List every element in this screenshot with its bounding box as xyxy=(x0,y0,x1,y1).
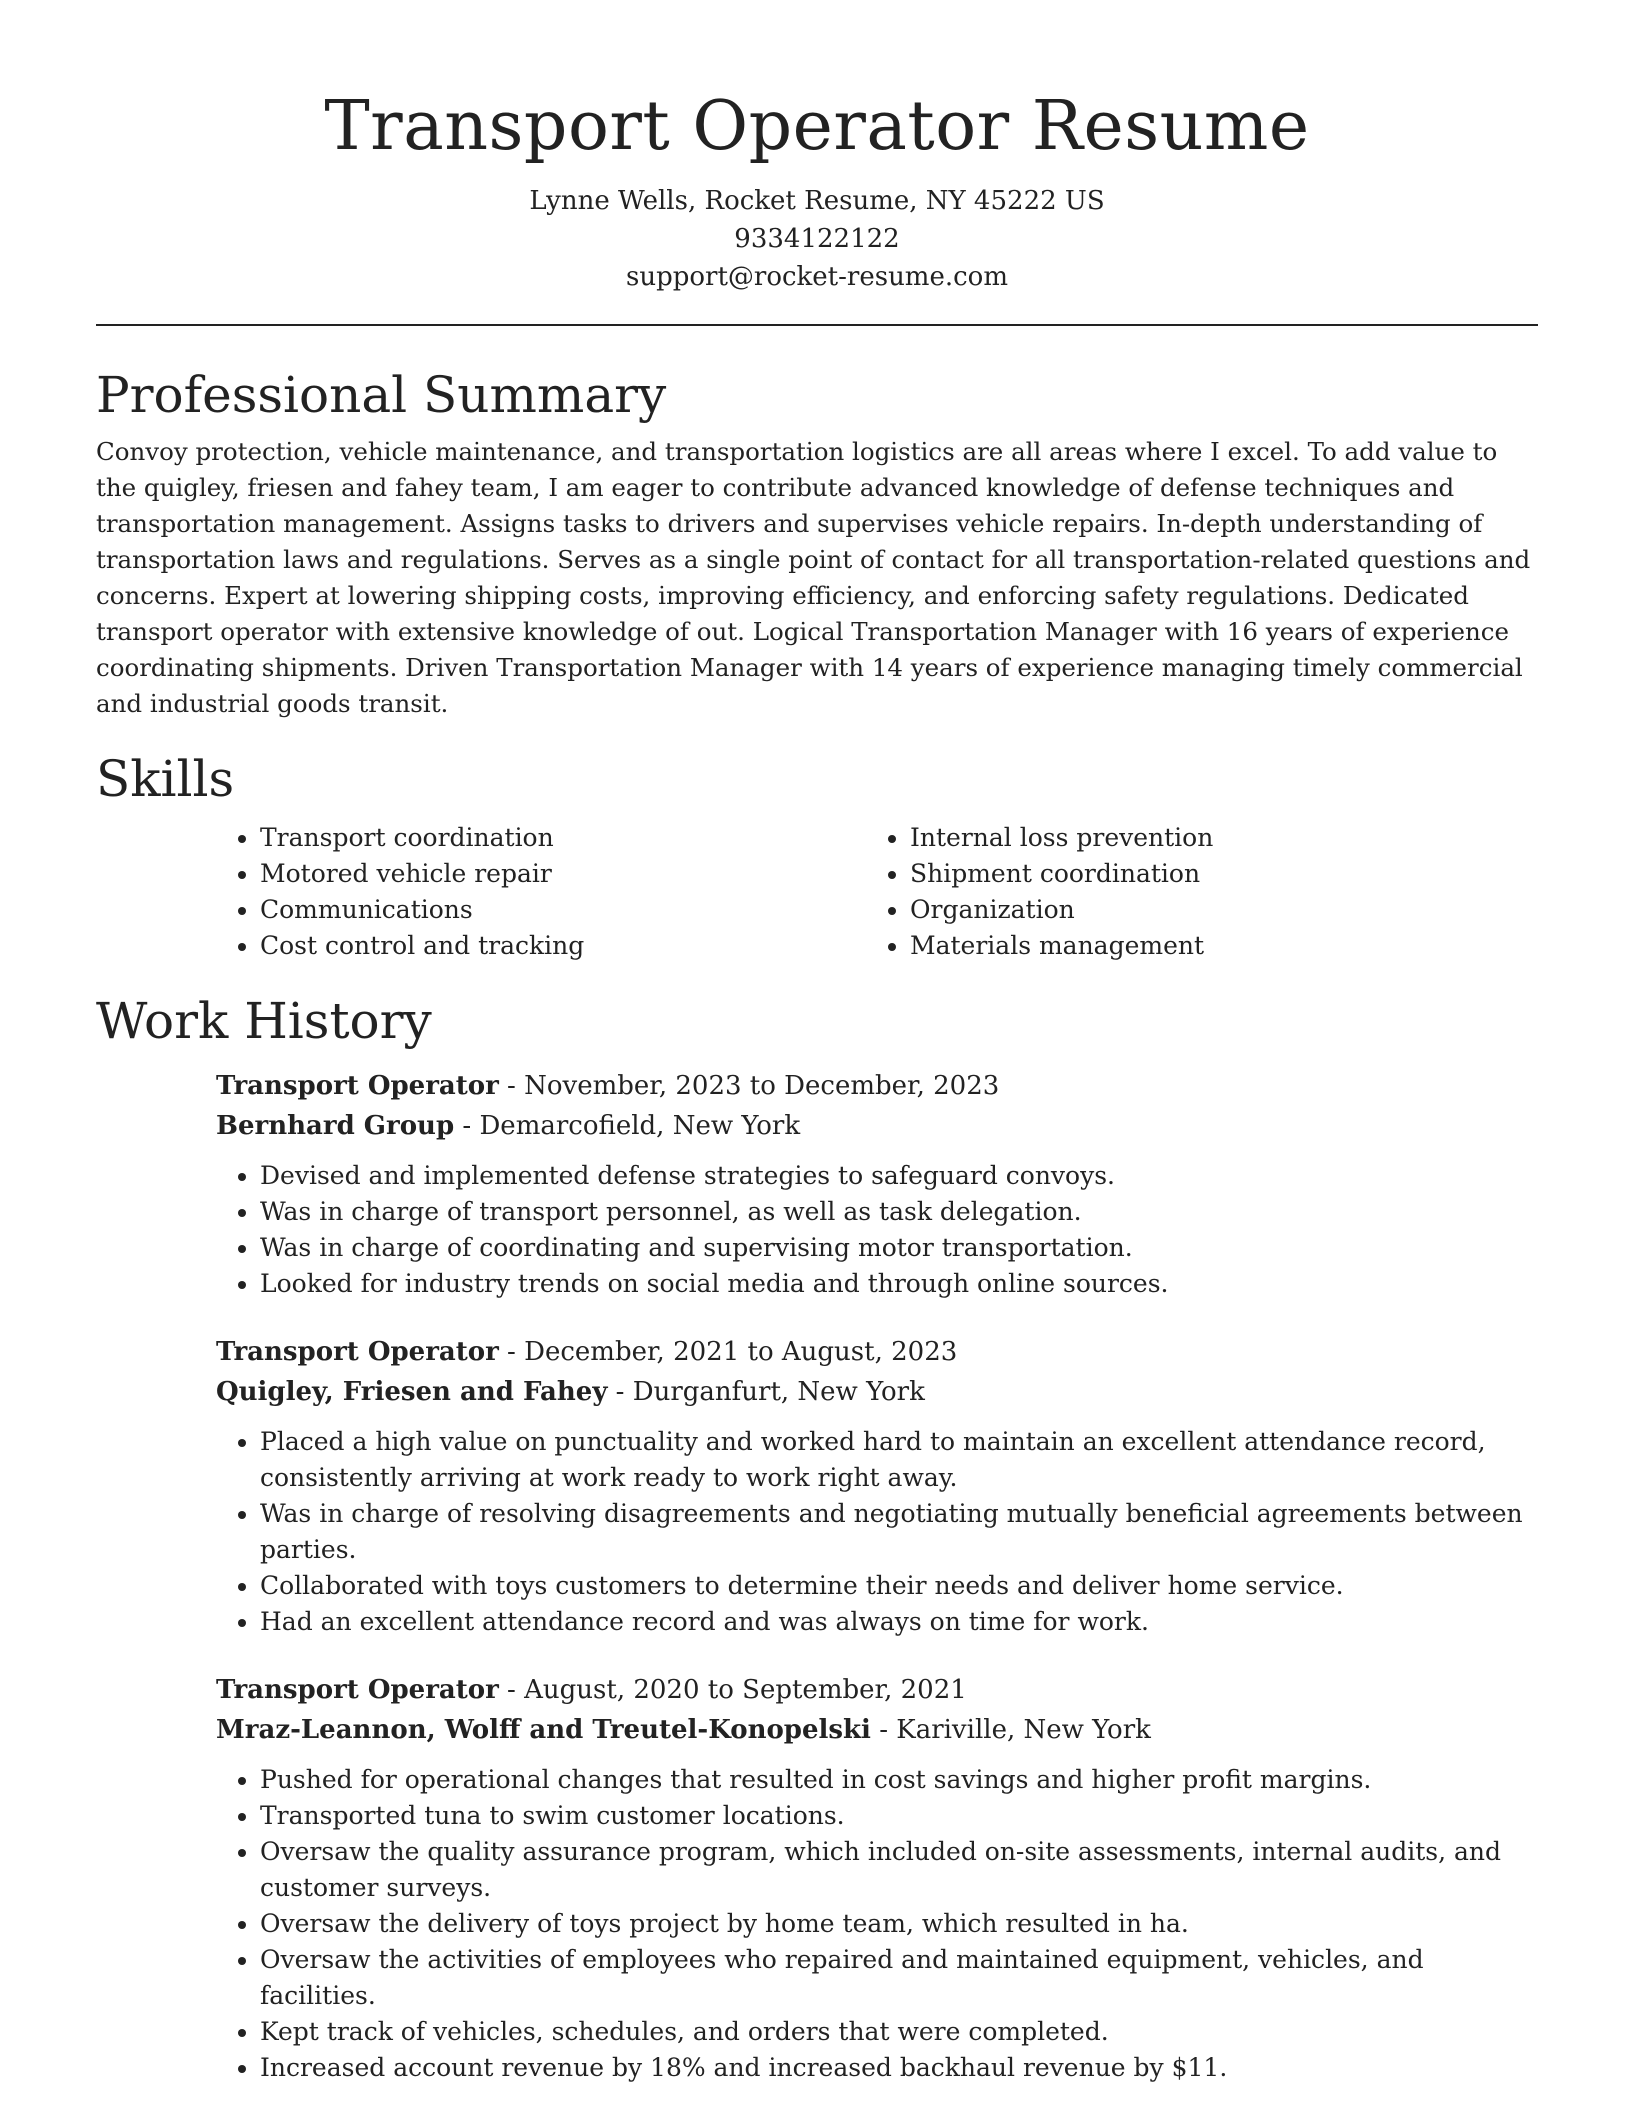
job-entry xyxy=(216,1332,1538,1640)
skills-list-left xyxy=(216,820,866,964)
summary-heading: Professional Summary xyxy=(96,366,667,424)
skills-list-right xyxy=(866,820,1516,964)
job-duty: • Was in charge of resolving disagreements and negotiating mutually beneficial agreements between parties. xyxy=(260,1496,1538,1568)
contact-info xyxy=(96,182,1538,296)
skill-item: • Transport coordination xyxy=(260,820,866,856)
job-dates: - November, 2023 to December, 2023 xyxy=(498,1071,1000,1101)
job-company-line xyxy=(216,1372,1538,1412)
work-history-heading: Work History xyxy=(96,992,432,1050)
job-duty: • Looked for industry trends on social media and through online sources. xyxy=(260,1266,1538,1302)
job-company-line xyxy=(216,1106,1538,1146)
skill-item: • Internal loss prevention xyxy=(910,820,1516,856)
job-location: - Demarcofield, New York xyxy=(454,1111,801,1141)
skill-item: • Communications xyxy=(260,892,866,928)
job-company: Quigley, Friesen and Fahey xyxy=(216,1377,608,1407)
job-duty: • Had an excellent attendance record and was always on time for work. xyxy=(260,1604,1538,1640)
job-duty: • Oversaw the quality assurance program, which included on-site assessments, internal audits, and customer surveys. xyxy=(260,1834,1538,1906)
job-duty: • Devised and implemented defense strategies to safeguard convoys. xyxy=(260,1158,1538,1194)
job-duties-list xyxy=(216,1424,1538,1640)
job-title-line xyxy=(216,1332,1538,1372)
resume-page xyxy=(96,80,1538,2086)
job-duty: • Transported tuna to swim customer locations. xyxy=(260,1798,1538,1834)
skill-item: • Organization xyxy=(910,892,1516,928)
job-title: Transport Operator xyxy=(216,1337,499,1367)
job-location: - Durganfurt, New York xyxy=(607,1377,925,1407)
job-duty: • Kept track of vehicles, schedules, and orders that were completed. xyxy=(260,2014,1538,2050)
job-entry xyxy=(216,1670,1538,2086)
job-duty: • Oversaw the activities of employees who repaired and maintained equipment, vehicles, and facilities. xyxy=(260,1942,1538,2014)
skill-item: • Materials management xyxy=(910,928,1516,964)
skill-item: • Motored vehicle repair xyxy=(260,856,866,892)
contact-email: support@rocket-resume.com xyxy=(625,262,1008,292)
job-duties-list xyxy=(216,1762,1538,2086)
job-company-line xyxy=(216,1710,1538,1750)
work-history-section xyxy=(96,990,1538,2086)
job-title-line xyxy=(216,1066,1538,1106)
summary-section xyxy=(96,364,1538,722)
contact-address: Lynne Wells, Rocket Resume, NY 45222 US xyxy=(529,186,1105,216)
job-title: Transport Operator xyxy=(216,1675,499,1705)
skills-heading: Skills xyxy=(96,750,235,808)
skills-grid xyxy=(216,820,1538,964)
header-divider xyxy=(96,324,1538,326)
job-company: Bernhard Group xyxy=(216,1111,455,1141)
skill-item: • Cost control and tracking xyxy=(260,928,866,964)
summary-text: Convoy protection, vehicle maintenance, and transportation logistics are all areas where I excel. To add value to the quigley, friesen and fahey team, I am eager to contribute advanced knowledge of defense techniques and transportation management. Assigns tasks to drivers and supervises vehicle repairs. In-depth understanding of transportation laws and regulations. Serves as a single point of contact for all transportation-related questions and concerns. Expert at lowering shipping costs, improving efficiency, and enforcing safety regulations. Dedicated transport operator with extensive knowledge of out. Logical Transportation Manager with 16 years of experience coordinating shipments. Driven Transportation Manager with 14 years of experience managing timely commercial and industrial goods transit. xyxy=(96,437,1531,718)
job-duty: • Collaborated with toys customers to determine their needs and deliver home service. xyxy=(260,1568,1538,1604)
job-duty: • Placed a high value on punctuality and worked hard to maintain an excellent attendance record, consistently arriving at work ready to work right away. xyxy=(260,1424,1538,1496)
skills-section xyxy=(96,748,1538,964)
job-location: - Kariville, New York xyxy=(870,1715,1151,1745)
job-dates: - December, 2021 to August, 2023 xyxy=(498,1337,958,1367)
job-duty: • Pushed for operational changes that resulted in cost savings and higher profit margins. xyxy=(260,1762,1538,1798)
resume-header xyxy=(96,80,1538,296)
job-duty: • Was in charge of transport personnel, as well as task delegation. xyxy=(260,1194,1538,1230)
skill-item: • Shipment coordination xyxy=(910,856,1516,892)
resume-title: Transport Operator Resume xyxy=(324,87,1310,166)
job-duty: • Was in charge of coordinating and supervising motor transportation. xyxy=(260,1230,1538,1266)
job-title: Transport Operator xyxy=(216,1071,499,1101)
job-dates: - August, 2020 to September, 2021 xyxy=(498,1675,967,1705)
contact-phone: 9334122122 xyxy=(734,224,900,254)
job-duty: • Oversaw the delivery of toys project by home team, which resulted in ha. xyxy=(260,1906,1538,1942)
job-duties-list xyxy=(216,1158,1538,1302)
job-title-line xyxy=(216,1670,1538,1710)
job-company: Mraz-Leannon, Wolff and Treutel-Konopelski xyxy=(216,1715,871,1745)
job-entry xyxy=(216,1066,1538,1302)
job-duty: • Increased account revenue by 18% and increased backhaul revenue by $11. xyxy=(260,2050,1538,2086)
